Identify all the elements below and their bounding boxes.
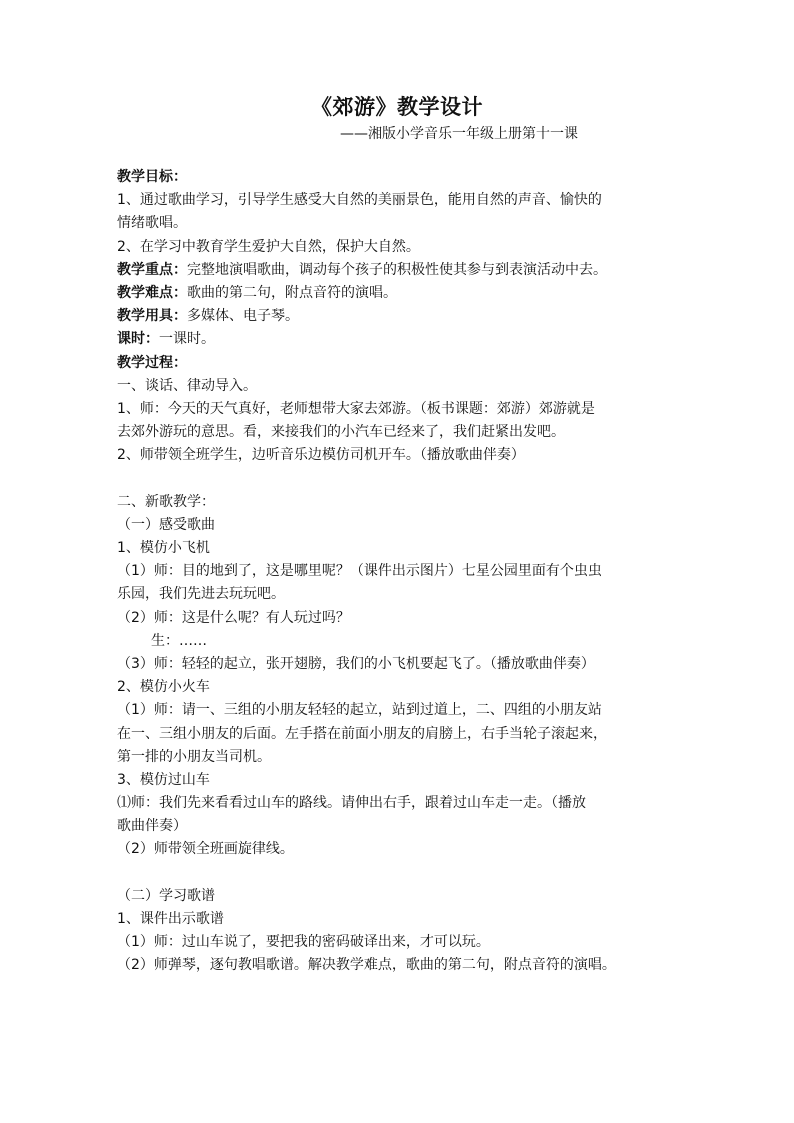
tools-text: 多媒体、电子琴。 bbox=[187, 308, 299, 325]
section-2a-2-item-1-line-a: （1）师：请一、三组的小朋友轻轻的起立，站到过道上，二、四组的小朋友站 bbox=[117, 702, 602, 719]
document-subtitle: ——湘版小学音乐一年级上册第十一课 bbox=[340, 126, 578, 142]
blank-line bbox=[117, 467, 682, 490]
period-text: 一课时。 bbox=[159, 331, 215, 348]
period-row bbox=[117, 328, 682, 351]
section-2a-3-title: 3、模仿过山车 bbox=[117, 771, 210, 788]
difficulty-text: 歌曲的第二句，附点音符的演唱。 bbox=[187, 284, 397, 301]
section-2b-1-item-1: （1）师：过山车说了，要把我的密码破译出来，才可以玩。 bbox=[117, 934, 490, 951]
section-2a-1-item-2: （2）师：这是什么呢？有人玩过吗？ bbox=[117, 609, 350, 626]
section-2a-2-item-1-line-b: 在一、三组小朋友的后面。左手搭在前面小朋友的肩膀上，右手当轮子滚起来， bbox=[117, 725, 607, 742]
section-2b-1-title: 1、课件出示歌谱 bbox=[117, 911, 224, 927]
section-2a-3-item-1-line-b: 歌曲伴奏） bbox=[117, 818, 187, 835]
goals-heading: 教学目标： bbox=[117, 169, 187, 185]
tools-row bbox=[117, 305, 682, 328]
tools-label: 教学用具： bbox=[117, 308, 187, 325]
section-2b-1-item-2: （2）师弹琴，逐句教唱歌谱。解决教学难点，歌曲的第二句，附点音符的演唱。 bbox=[117, 957, 616, 974]
section-2-title: 二、新歌教学： bbox=[117, 493, 215, 510]
section-2a-2-item-1-line-c: 第一排的小朋友当司机。 bbox=[117, 748, 271, 765]
key-point-row bbox=[117, 259, 682, 282]
section-1-para-2: 2、师带领全班学生，边听音乐边模仿司机开车。（播放歌曲伴奏） bbox=[117, 447, 525, 464]
section-2a-1-item-3: （3）师：轻轻的起立，张开翅膀，我们的小飞机要起飞了。（播放歌曲伴奏） bbox=[117, 655, 595, 672]
goal-1-line-a: 1、通过歌曲学习，引导学生感受大自然的美丽景色，能用自然的声音、愉快的 bbox=[117, 192, 602, 209]
difficulty-label: 教学难点： bbox=[117, 284, 187, 301]
section-2a-1-title: 1、模仿小飞机 bbox=[117, 540, 210, 556]
section-2a-2-title: 2、模仿小火车 bbox=[117, 679, 210, 696]
section-1-para-1-line-a: 1、师：今天的天气真好，老师想带大家去郊游。（板书课题：郊游）郊游就是 bbox=[117, 400, 595, 417]
section-2a-3-item-2: （2）师带领全班画旋律线。 bbox=[117, 841, 294, 858]
section-2b-title: （二）学习歌谱 bbox=[117, 887, 215, 904]
goal-1-line-b: 情绪歌唱。 bbox=[117, 215, 187, 232]
section-2a-1-item-1-line-a: （1）师：目的地到了，这是哪里呢？（课件出示图片）七星公园里面有个虫虫 bbox=[117, 563, 602, 580]
section-2a-3-item-1-line-a: ⑴师：我们先来看看过山车的路线。请伸出右手，跟着过山车走一走。（播放 bbox=[117, 795, 586, 812]
process-heading: 教学过程： bbox=[117, 354, 187, 371]
period-label: 课时： bbox=[117, 331, 159, 348]
student-reply: 生：…… bbox=[151, 632, 207, 649]
section-1-para-1-line-b: 去郊外游玩的意思。看，来接我们的小汽车已经来了，我们赶紧出发吧。 bbox=[117, 424, 565, 441]
document-title: 《郊游》教学设计 bbox=[311, 95, 483, 119]
key-point-label: 教学重点： bbox=[117, 261, 187, 278]
difficulty-row bbox=[117, 282, 682, 305]
document-body bbox=[117, 166, 682, 978]
section-2a-title: （一）感受歌曲 bbox=[117, 516, 215, 533]
blank-line bbox=[117, 862, 682, 885]
goal-2: 2、在学习中教育学生爱护大自然，保护大自然。 bbox=[117, 238, 420, 255]
section-2a-1-item-1-line-b: 乐园，我们先进去玩玩吧。 bbox=[117, 586, 285, 603]
section-1-title: 一、谈话、律动导入。 bbox=[117, 377, 257, 394]
key-point-text: 完整地演唱歌曲，调动每个孩子的积极性使其参与到表演活动中去。 bbox=[187, 261, 607, 278]
